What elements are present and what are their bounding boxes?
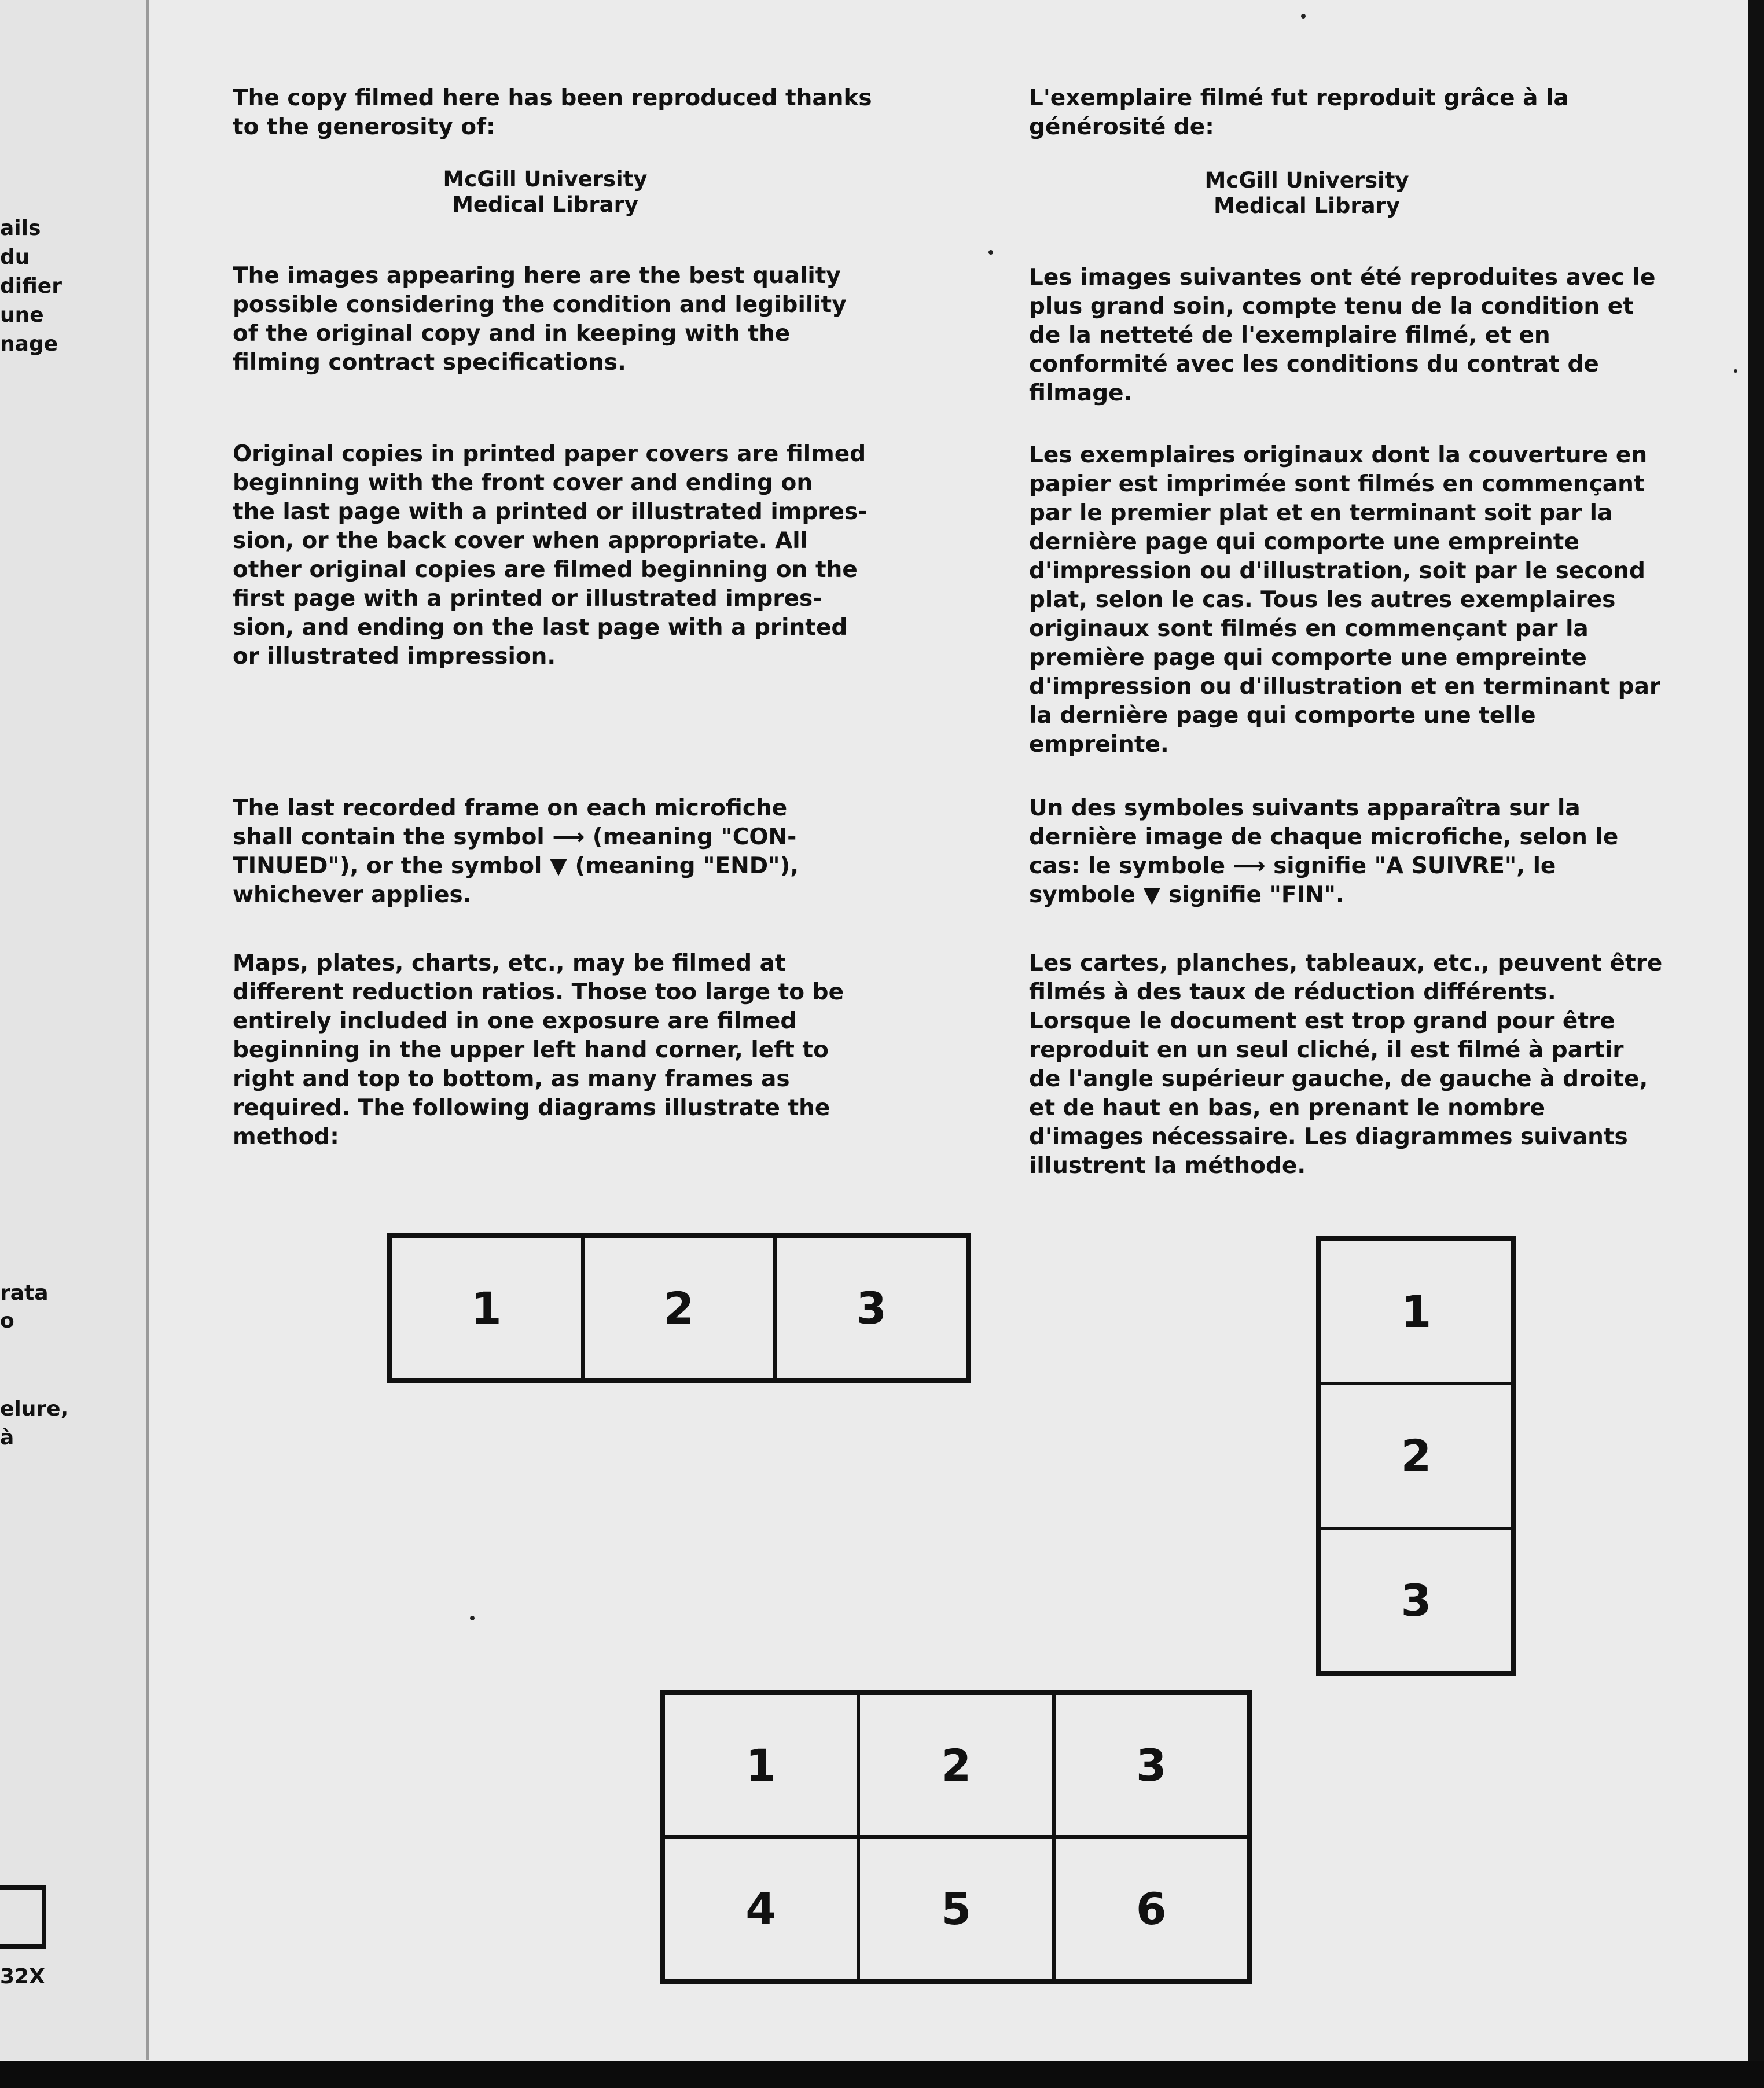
french-maps-text: Les cartes, planches, tableaux, etc., peuvent être filmés à des taux de réduction différents. Lorsque le document est trop grand pour être reproduit en un seul cliché, il est filmé à partir de l'angle supérieur gauche, de gauche à droite, et de haut en bas, en prenant le nombre d'images nécessaire. Les diagrammes suivants illustrent la méthode. [1029, 950, 1663, 1179]
english-maps-paragraph [233, 949, 904, 1152]
english-acknowledgement: The copy filmed here has been reproduced thanks to the generosity of: [233, 85, 872, 140]
fragment-line: du [0, 245, 30, 269]
film-edge-bottom [0, 2061, 1764, 2088]
frame-cell: 3 [1054, 1693, 1249, 1837]
institution-department: Medical Library [452, 192, 638, 217]
frame-cell: 3 [1320, 1528, 1513, 1672]
english-covers-text: Original copies in printed paper covers are filmed beginning with the front cover and ending on the last page with a printed or illustrated impres- sion, or the back cover when appropriate. All other original copies are filmed beginning on the first page with a printed or illustrated impres- sion, and ending on the last page with a printed or illustrated impression. [233, 441, 868, 670]
french-covers-text: Les exemplaires originaux dont la couverture en papier est imprimée sont filmés en commençant par le premier plat et en terminant soit par la dernière page qui comporte une empreinte d'impression ou d'illustration, soit par le second plat, selon le cas. Tous les autres exemplaires originaux sont filmés en commençant par la première page qui comporte une empreinte d'impression ou d'illustration et en terminant par la dernière page qui comporte une telle empreinte. [1029, 442, 1661, 758]
film-edge-right [1748, 0, 1764, 2088]
page-divider [146, 0, 149, 2060]
frame-cell: 2 [1320, 1384, 1513, 1528]
english-covers-paragraph [233, 440, 904, 671]
french-maps-paragraph [1029, 949, 1735, 1181]
english-symbols-text: The last recorded frame on each microfiche shall contain the symbol ⟶ (meaning "CON- TINUED"), or the symbol ▼ (meaning "END"), whichever applies. [233, 795, 799, 908]
english-column [233, 84, 904, 142]
frame-cell: 2 [858, 1693, 1053, 1837]
horizontal-frames-diagram [387, 1233, 971, 1383]
grid-frames-diagram [660, 1690, 1252, 1984]
fragment-line: rata [0, 1281, 49, 1305]
fragment-line: nage [0, 332, 58, 356]
french-symbols-paragraph [1029, 794, 1735, 910]
institution-name: McGill University [1204, 168, 1409, 193]
institution-department: Medical Library [1214, 193, 1400, 218]
french-institution [1029, 168, 1585, 219]
french-column [1029, 84, 1735, 142]
frame-cell: 1 [663, 1693, 858, 1837]
french-symbols-text: Un des symboles suivants apparaîtra sur la dernière image de chaque microfiche, selon le cas: le symbole ⟶ signifie "A SUIVRE", le symbole ▼ signifie "FIN". [1029, 795, 1619, 908]
english-quality-text: The images appearing here are the best quality possible considering the condition and legibility of the original copy and in keeping with the filming contract specifications. [233, 263, 847, 376]
frame-cell: 2 [583, 1236, 776, 1380]
english-symbols-paragraph [233, 794, 904, 910]
resolution-label: 32X [0, 1965, 45, 1988]
english-institution [233, 167, 858, 218]
frame-cell: 1 [1320, 1240, 1513, 1384]
resolution-target-box [0, 1885, 46, 1949]
scan-speck [988, 250, 993, 255]
french-acknowledgement: L'exemplaire filmé fut reproduit grâce à la générosité de: [1029, 85, 1569, 140]
fragment-line: à [0, 1426, 14, 1450]
fragment-line: difier [0, 274, 62, 298]
english-maps-text: Maps, plates, charts, etc., may be filmed at different reduction ratios. Those too large to be entirely included in one exposure are filmed beginning in the upper left hand corner, left to right and top to bottom, as many frames as required. The following diagrams illustrate the method: [233, 950, 844, 1150]
frame-cell: 4 [663, 1837, 858, 1980]
frame-cell: 6 [1054, 1837, 1249, 1980]
adjacent-page-fragment [0, 0, 146, 2060]
scan-speck [470, 1616, 475, 1620]
vertical-frames-diagram [1316, 1236, 1516, 1676]
french-quality-text: Les images suivantes ont été reproduites avec le plus grand soin, compte tenu de la condition et de la netteté de l'exemplaire filmé, et en conformité avec les conditions du contrat de filmage. [1029, 264, 1656, 406]
frame-cell: 1 [390, 1236, 583, 1380]
fragment-line: une [0, 303, 44, 327]
french-covers-paragraph [1029, 441, 1735, 759]
institution-name: McGill University [443, 167, 648, 192]
frame-cell: 3 [775, 1236, 968, 1380]
scan-speck [1734, 369, 1737, 373]
french-quality-paragraph [1029, 263, 1735, 408]
english-quality-paragraph [233, 262, 904, 377]
fragment-line: o [0, 1309, 14, 1333]
frame-cell: 5 [858, 1837, 1053, 1980]
fragment-line: ails [0, 216, 41, 240]
scan-speck [1301, 14, 1306, 19]
fragment-line: elure, [0, 1397, 69, 1421]
